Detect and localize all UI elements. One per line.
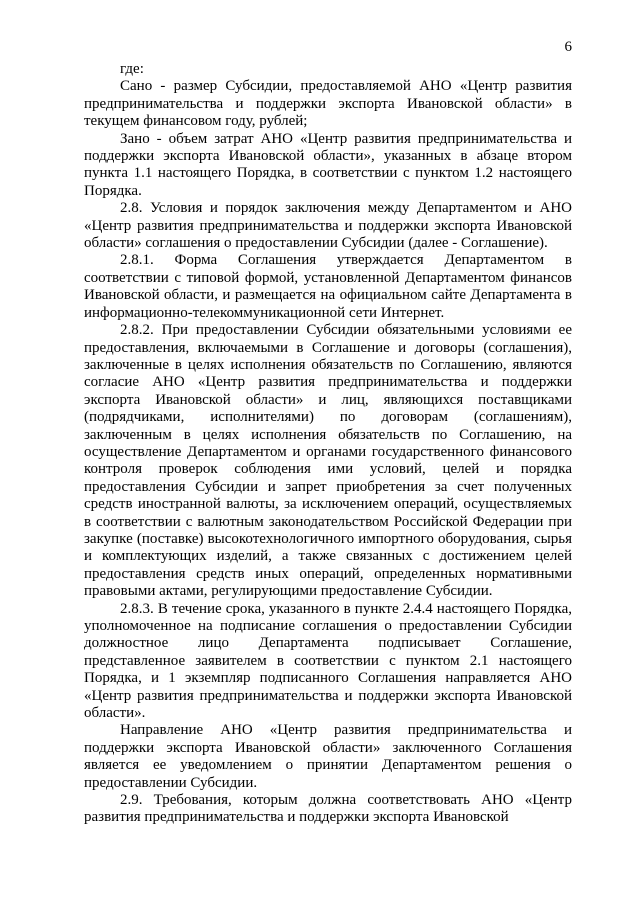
- page-number: 6: [564, 39, 572, 55]
- paragraph-where: где:: [120, 61, 144, 77]
- paragraph-zano-definition: Зано - объем затрат АНО «Центр развития предпринимательства и поддержки экспорта Ивановской области», указанных в абзаце втором пункта 1.1 настоящего Порядка, в соответствии с пунктом 1.2 настоящего Порядка.: [84, 130, 572, 199]
- paragraph-2-8: 2.8. Условия и порядок заключения между Департаментом и АНО «Центр развития предпринимательства и поддержки экспорта Ивановской области» соглашения о предоставлении Субсидии (далее - Соглашение).: [84, 200, 572, 252]
- document-body: [84, 61, 572, 827]
- paragraph-2-8-1: 2.8.1. Форма Соглашения утверждается Департаментом в соответствии с типовой формой, установленной Департаментом финансов Ивановской области, и размещается на официальном сайте Департамента в информационно-телекоммуникационной сети Интернет.: [84, 252, 572, 321]
- paragraph-2-8-2: 2.8.2. При предоставлении Субсидии обязательными условиями ее предоставления, включаемыми в Соглашение и договоры (соглашения), заключенные в целях исполнения обязательств по Соглашению, являются согласие АНО «Центр развития предпринимательства и поддержки экспорта Ивановской области» и лиц, являющихся поставщиками (подрядчиками, исполнителями) по договорам (соглашениям), заключенным в целях исполнения обязательств по Соглашению, на осуществление Департаментом и органами государственного финансового контроля проверок соблюдения ими условий, целей и порядка предоставления Субсидии и запрет приобретения за счет полученных средств иностранной валюты, за исключением операций, осуществляемых в соответствии с валютным законодательством Российской Федерации при закупке (поставке) высокотехнологичного импортного оборудования, сырья и комплектующих изделий, а также связанных с достижением целей предоставления средств иных операций, определенных нормативными правовыми актами, регулирующими предоставление Субсидии.: [84, 322, 572, 600]
- paragraph-sano-definition: Сано - размер Субсидии, предоставляемой АНО «Центр развития предпринимательства и поддержки экспорта Ивановской области» в текущем финансовом году, рублей;: [84, 78, 572, 130]
- paragraph-2-8-3: 2.8.3. В течение срока, указанного в пункте 2.4.4 настоящего Порядка, уполномоченное на подписание соглашения о предоставлении Субсидии должностное лицо Департамента подписывает Соглашение, представленное заявителем в соответствии с пунктом 2.1 настоящего Порядка, и 1 экземпляр подписанного Соглашения направляется АНО «Центр развития предпринимательства и поддержки экспорта Ивановской области».: [84, 600, 572, 722]
- paragraph-direction: Направление АНО «Центр развития предпринимательства и поддержки экспорта Ивановской области» заключенного Соглашения является ее уведомлением о принятии Департаментом решения о предоставлении Субсидии.: [84, 722, 572, 791]
- paragraph-2-9: 2.9. Требования, которым должна соответствовать АНО «Центр развития предпринимательства и поддержки экспорта Ивановской: [84, 792, 572, 826]
